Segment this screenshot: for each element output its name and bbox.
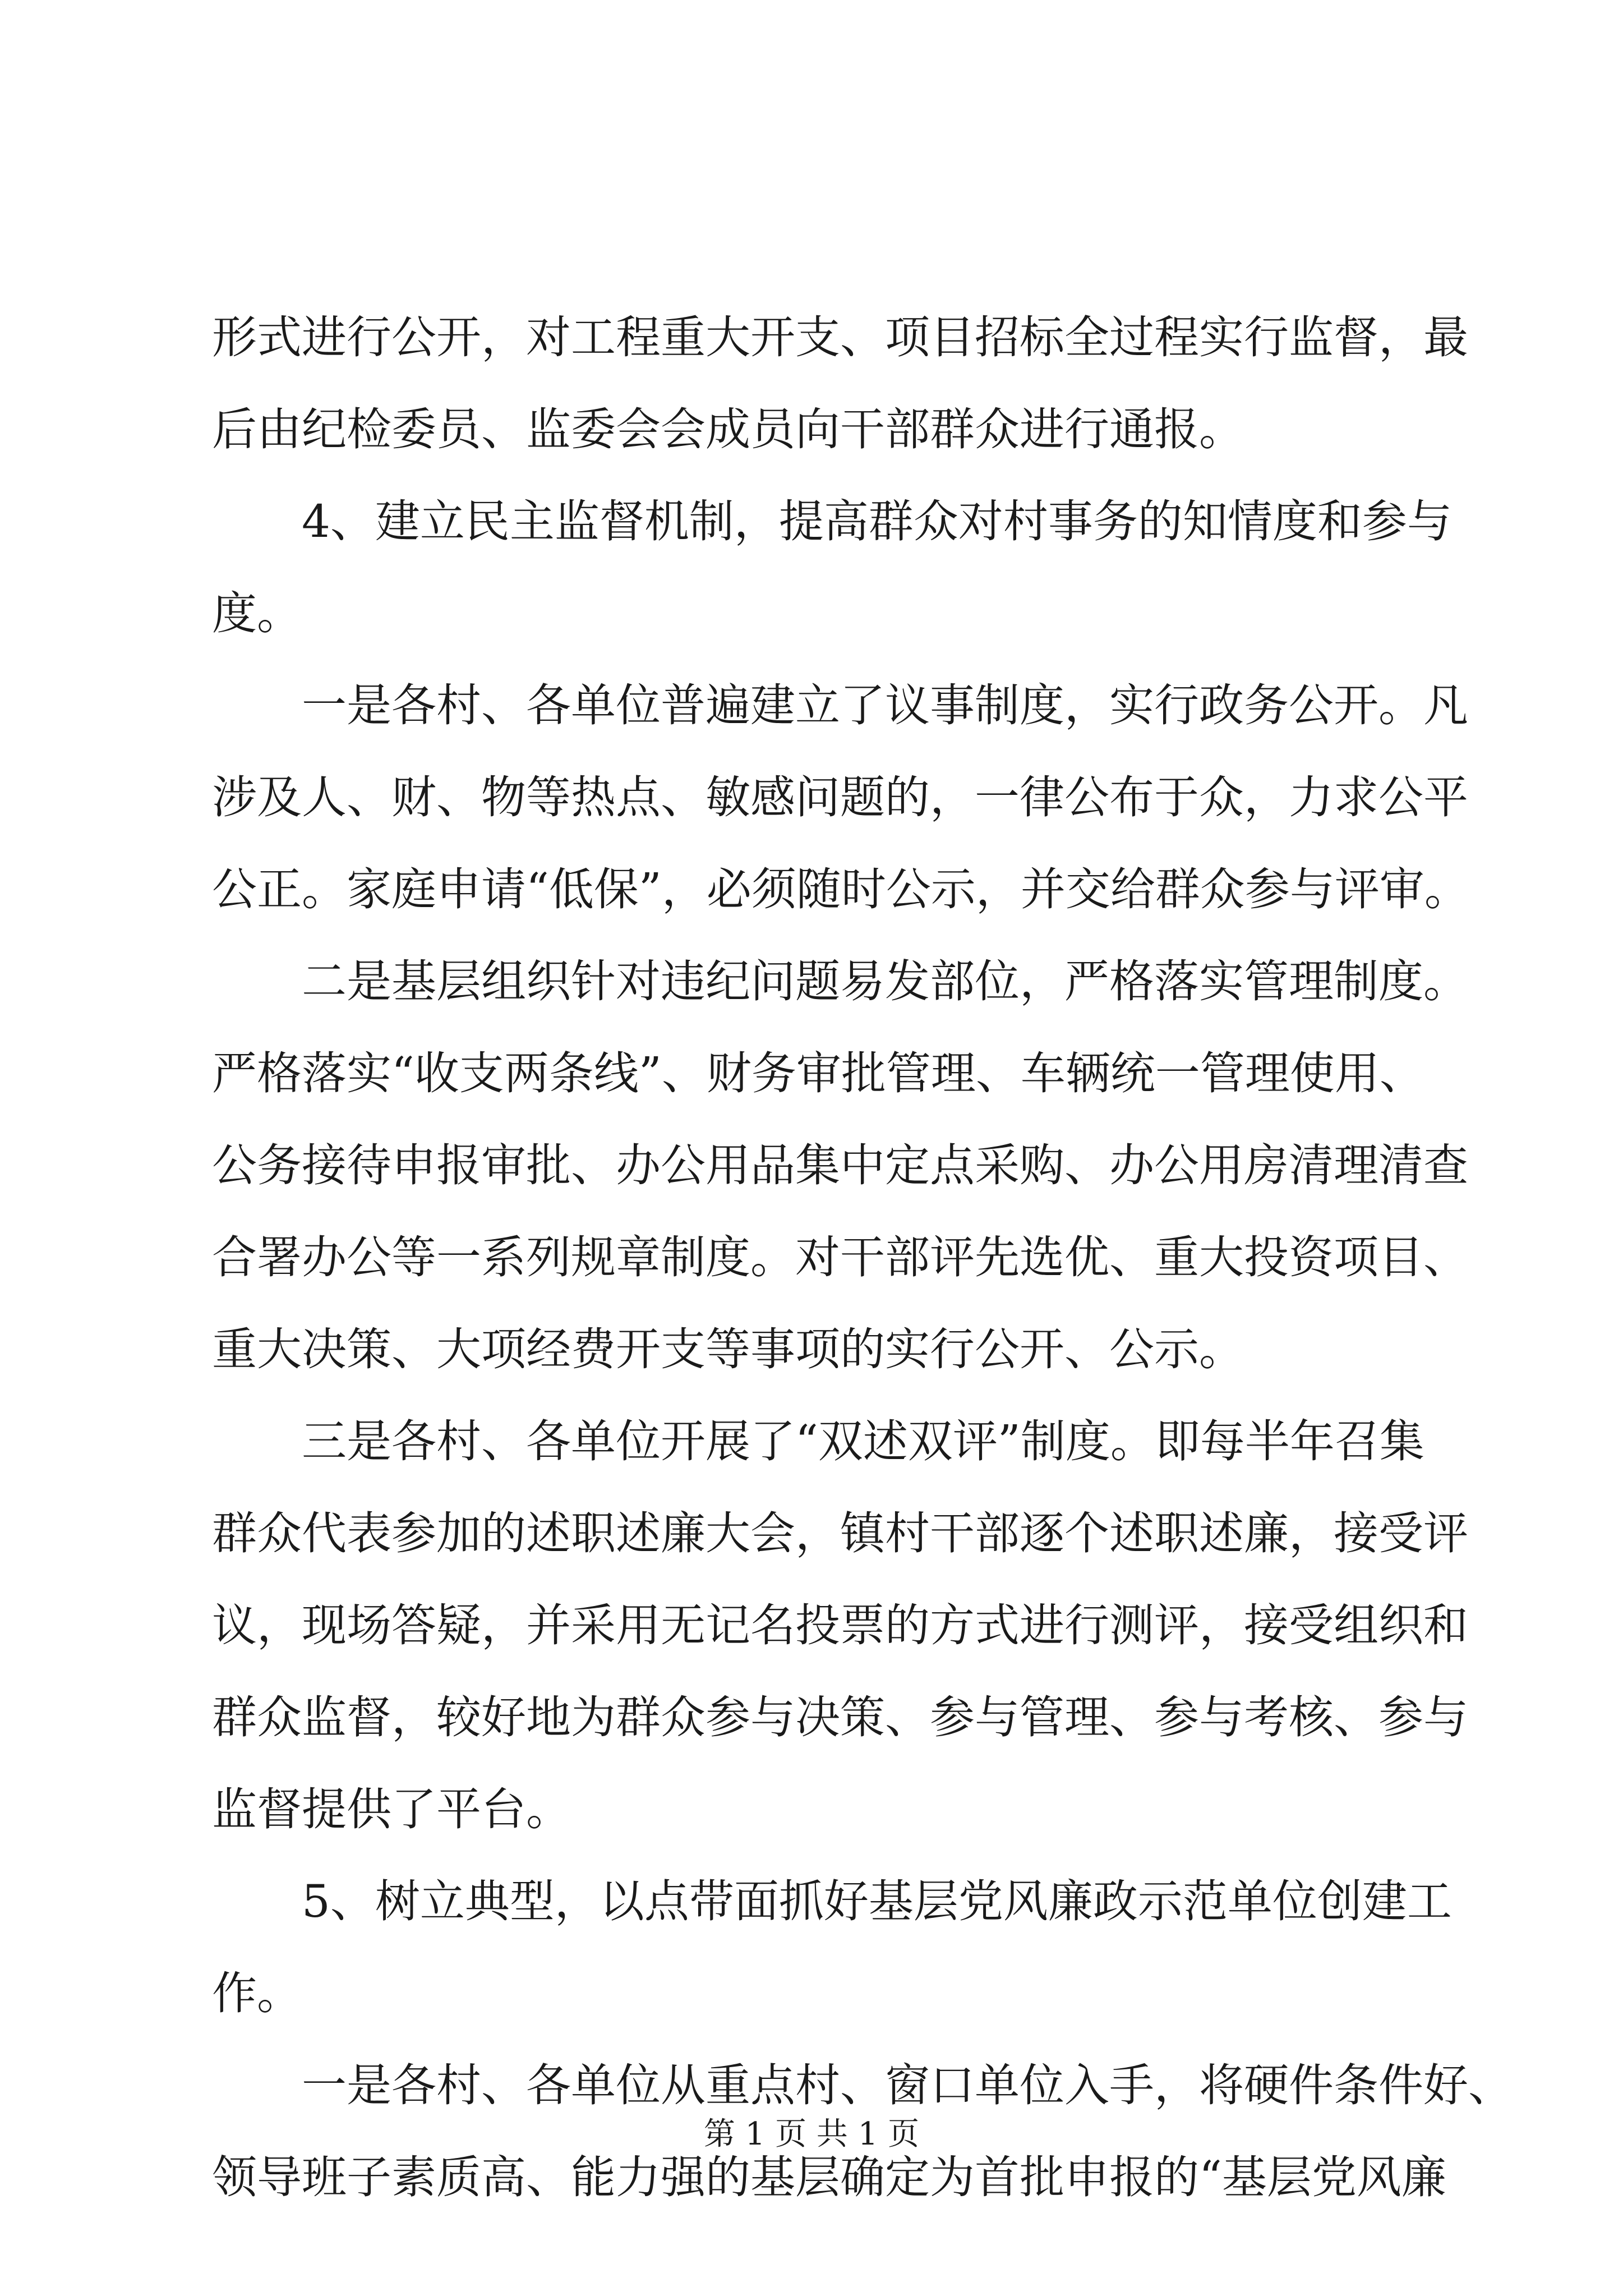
text-line-4: 度。 — [212, 587, 302, 639]
text-line-11: 合 署 办 公 等 一 系 列 规 章 制 度 。 对 干 部 评 先 选 优 、 重 大 投 资 项 目 、 — [212, 1231, 1468, 1283]
text-line-12: 重大决策、大项经费开支等事项的实行公开、公示。 — [212, 1323, 1244, 1375]
text-line-13: 三 是 各 村 、 各 单 位 开 展 了 “ 双 述 双 评 ” 制 度 。 即 每 半 年 召 集 — [302, 1415, 1424, 1467]
text-line-16: 群 众 监 督 ， 较 好 地 为 群 众 参 与 决 策 、 参 与 管 理 、 参 与 考 核 、 参 与 — [212, 1691, 1468, 1743]
text-line-8: 二 是 基 层 组 织 针 对 违 纪 问 题 易 发 部 位 ， 严 格 落 实 管 理 制 度 。 — [302, 955, 1468, 1007]
text-line-1: 形 式 进 行 公 开 ， 对 工 程 重 大 开 支 、 项 目 招 标 全 过 程 实 行 监 督 ， 最 — [212, 311, 1468, 364]
text-line-14: 群 众 代 表 参 加 的 述 职 述 廉 大 会 ， 镇 村 干 部 逐 个 述 职 述 廉 ， 接 受 评 — [212, 1507, 1468, 1559]
text-line-3: 4 、 建 立 民 主 监 督 机 制 ， 提 高 群 众 对 村 事 务 的 知 情 度 和 参 与 — [302, 495, 1452, 547]
text-line-5: 一 是 各 村 、 各 单 位 普 遍 建 立 了 议 事 制 度 ， 实 行 政 务 公 开 。 凡 — [302, 679, 1468, 731]
text-line-10: 公 务 接 待 申 报 审 批 、 办 公 用 品 集 中 定 点 采 购 、 办 公 用 房 清 理 清 查 — [212, 1139, 1468, 1191]
text-line-15: 议 ， 现 场 答 疑 ， 并 采 用 无 记 名 投 票 的 方 式 进 行 测 评 ， 接 受 组 织 和 — [212, 1599, 1468, 1651]
page-footer: 第 1 页 共 1 页 — [703, 2116, 920, 2152]
text-line-20: 一 是 各 村 、 各 单 位 从 重 点 村 、 窗 口 单 位 入 手 ， 将 硬 件 条 件 好 、 — [302, 2059, 1513, 2111]
text-line-19: 作。 — [212, 1967, 302, 2019]
text-line-17: 监督提供了平台。 — [212, 1783, 571, 1835]
text-line-18: 5 、 树 立 典 型 ， 以 点 带 面 抓 好 基 层 党 风 廉 政 示 范 单 位 创 建 工 — [302, 1875, 1452, 1927]
text-line-21: 领 导 班 子 素 质 高 、 能 力 强 的 基 层 确 定 为 首 批 申 报 的 “ 基 层 党 风 廉 — [212, 2151, 1446, 2203]
text-line-7: 公 正 。 家 庭 申 请 “ 低 保 ” ， 必 须 随 时 公 示 ， 并 交 给 群 众 参 与 评 审 。 — [212, 863, 1469, 915]
text-line-9: 严 格 落 实 “ 收 支 两 条 线 ” 、 财 务 审 批 管 理 、 车 辆 统 一 管 理 使 用 、 — [212, 1047, 1424, 1099]
text-line-6: 涉 及 人 、 财 、 物 等 热 点 、 敏 感 问 题 的 ， 一 律 公 布 于 众 ， 力 求 公 平 — [212, 771, 1468, 823]
text-line-2: 后由纪检委员、监委会会成员向干部群众进行通报。 — [212, 403, 1244, 455]
